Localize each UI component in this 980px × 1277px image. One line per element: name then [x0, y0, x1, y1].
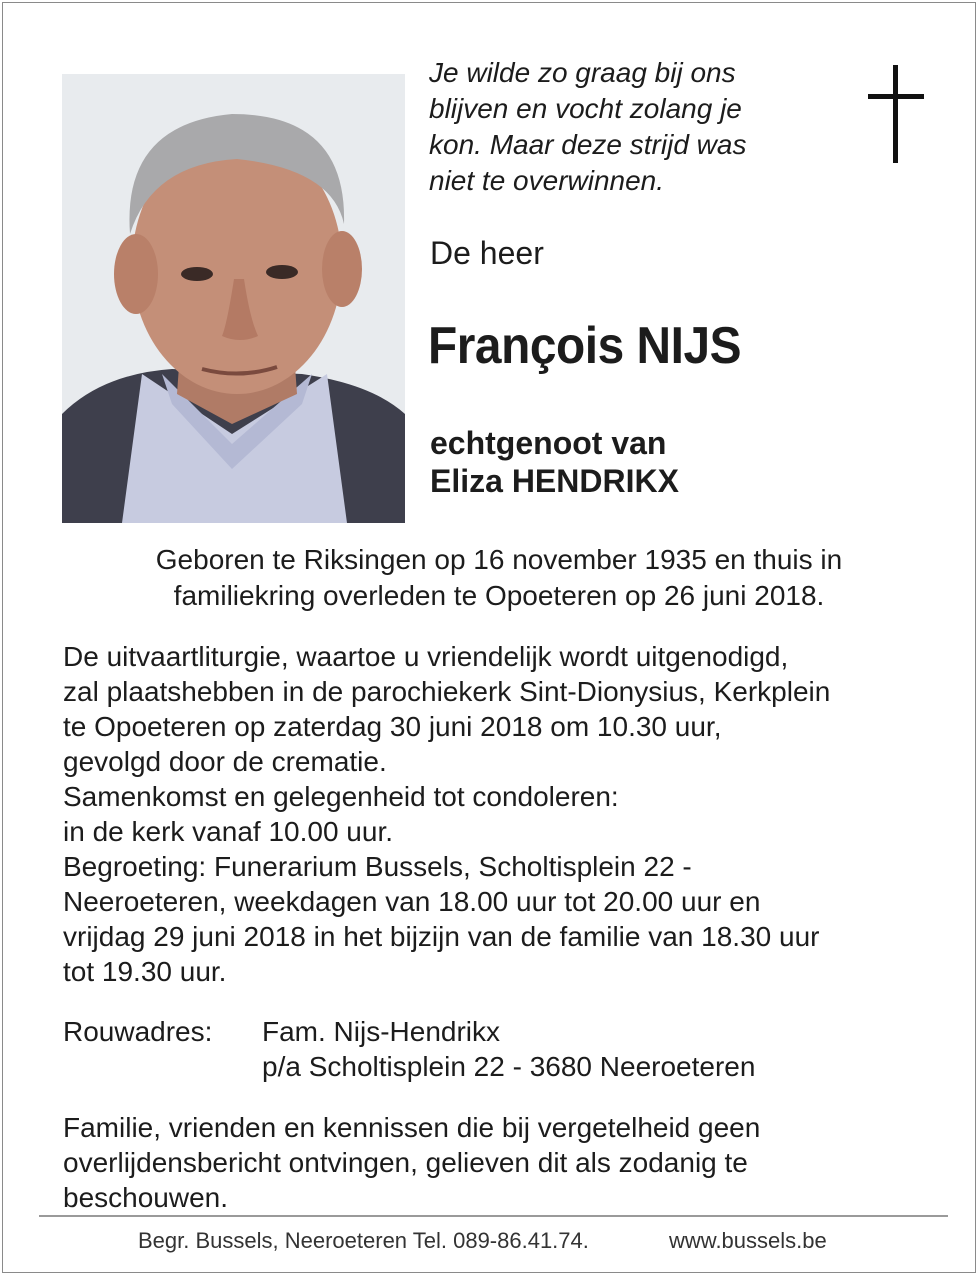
- ceremony-line: De uitvaartliturgie, waartoe u vriendelijk wordt uitgenodigd,: [63, 641, 789, 672]
- ceremony-line: Samenkomst en gelegenheid tot condoleren:: [63, 781, 619, 812]
- ceremony-line: Neeroeteren, weekdagen van 18.00 uur tot 20.00 uur en: [63, 886, 761, 917]
- ceremony-details: [63, 639, 830, 989]
- spouse-name: Eliza HENDRIKX: [430, 463, 679, 499]
- deceased-title: De heer: [430, 235, 544, 271]
- verse-line: kon. Maar deze strijd was: [429, 129, 747, 160]
- closing-line: overlijdensbericht ontvingen, gelieven dit als zodanig te: [63, 1147, 748, 1178]
- ceremony-line: gevolgd door de crematie.: [63, 746, 387, 777]
- address-line: p/a Scholtisplein 22 - 3680 Neeroeteren: [262, 1051, 756, 1082]
- birth-death-statement: [63, 542, 935, 614]
- closing-note: [63, 1110, 760, 1215]
- deceased-name: François NIJS: [428, 317, 742, 375]
- ceremony-line: zal plaatshebben in de parochiekerk Sint-Dionysius, Kerkplein: [63, 676, 831, 707]
- ceremony-line: vrijdag 29 juni 2018 in het bijzijn van de familie van 18.30 uur: [63, 921, 820, 952]
- verse-line: niet te overwinnen.: [429, 165, 665, 196]
- address-label: Rouwadres:: [63, 1016, 213, 1047]
- spouse-block: [430, 424, 679, 500]
- portrait-photo: [62, 74, 405, 523]
- portrait-illustration: [62, 74, 405, 523]
- footer-contact: Begr. Bussels, Neeroeteren Tel. 089-86.41.74.: [138, 1228, 589, 1253]
- ceremony-line: in de kerk vanaf 10.00 uur.: [63, 816, 393, 847]
- closing-line: Familie, vrienden en kennissen die bij vergetelheid geen: [63, 1112, 761, 1143]
- born-line: Geboren te Riksingen op 16 november 1935 en thuis in: [155, 544, 843, 575]
- website-link[interactable]: www.bussels.be: [669, 1228, 827, 1253]
- obituary-card: [2, 2, 976, 1273]
- born-line: familiekring overleden te Opoeteren op 26 juni 2018.: [173, 580, 825, 611]
- memorial-verse: [429, 55, 849, 199]
- relation-text: echtgenoot van: [430, 425, 667, 461]
- footer: [138, 1227, 827, 1255]
- ceremony-line: tot 19.30 uur.: [63, 956, 227, 987]
- ceremony-line: Begroeting: Funerarium Bussels, Scholtisplein 22 -: [63, 851, 692, 882]
- verse-line: Je wilde zo graag bij ons: [429, 57, 736, 88]
- address-line: Fam. Nijs-Hendrikx: [262, 1016, 501, 1047]
- closing-line: beschouwen.: [63, 1182, 229, 1213]
- verse-line: blijven en vocht zolang je: [429, 93, 742, 124]
- ceremony-line: te Opoeteren op zaterdag 30 juni 2018 om 10.30 uur,: [63, 711, 722, 742]
- cross-icon: [865, 65, 927, 163]
- footer-divider: [39, 1215, 948, 1217]
